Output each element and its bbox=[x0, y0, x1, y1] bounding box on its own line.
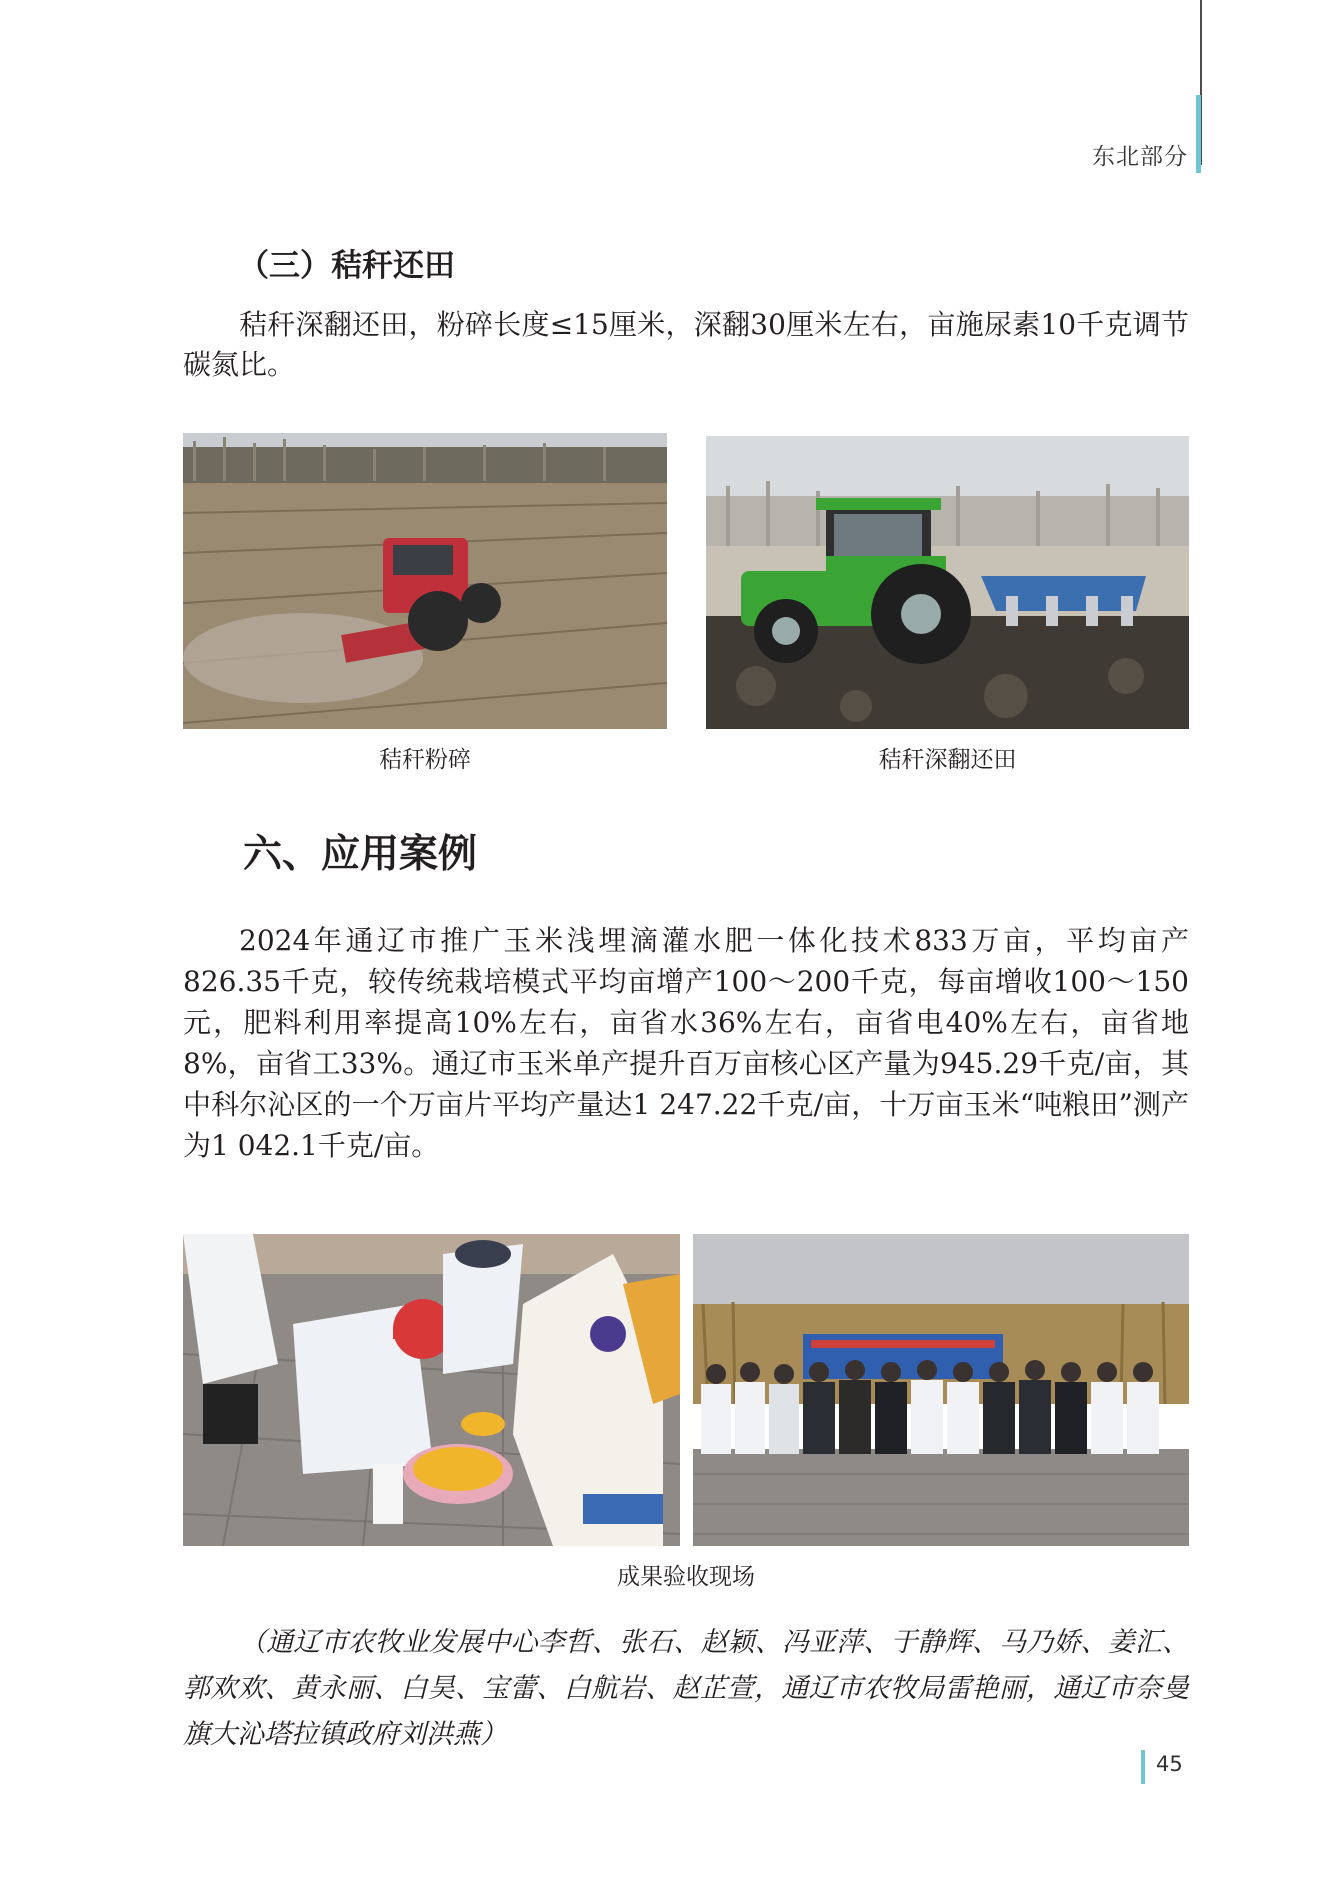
photo-caption-right: 秸秆深翻还田 bbox=[878, 747, 1017, 773]
photo-acceptance-group bbox=[693, 1234, 1189, 1546]
author-credit: （通辽市农牧业发展中心李哲、张石、赵颖、冯亚萍、于静辉、马乃娇、姜汇、郭欢欢、黄永丽、白昊、宝蕾、白航岩、赵芷萱，通辽市农牧局雷艳丽，通辽市奈曼旗大沁塔拉镇政府刘洪燕） bbox=[183, 1627, 1189, 1750]
section-heading: 六、应用案例 bbox=[243, 832, 478, 877]
photo-corn-sampling bbox=[183, 1234, 680, 1546]
running-header: 东北部分 bbox=[1092, 144, 1188, 170]
photo-caption-left: 秸秆粉碎 bbox=[379, 747, 471, 773]
subsection-heading: （三）秸秆还田 bbox=[238, 248, 455, 284]
header-accent-bar bbox=[1196, 95, 1201, 173]
photo-straw-crushing bbox=[183, 433, 667, 729]
page-number-accent bbox=[1141, 1750, 1145, 1784]
page-number: 45 bbox=[1156, 1752, 1183, 1776]
subsection-body: 秸秆深翻还田，粉碎长度≤15厘米，深翻30厘米左右，亩施尿素10千克调节碳氮比。 bbox=[183, 308, 1189, 381]
section-body: 2024年通辽市推广玉米浅埋滴灌水肥一体化技术833万亩，平均亩产826.35千克，较传统栽培模式平均亩增产100～200千克，每亩增收100～150元，肥料利用率提高10%左右，亩省水36%左右，亩省电40%左右，亩省地8%，亩省工33%。通辽市玉米单产提升百万亩核心区产量为945.29千克/亩，其中科尔沁区的一个万亩片平均产量达1 247.22千克/亩，十万亩玉米“吨粮田”测产为1 042.1千克/亩。 bbox=[183, 924, 1189, 1162]
photo-caption-bottom: 成果验收现场 bbox=[617, 1564, 755, 1590]
photo-deep-plowing bbox=[706, 436, 1189, 729]
